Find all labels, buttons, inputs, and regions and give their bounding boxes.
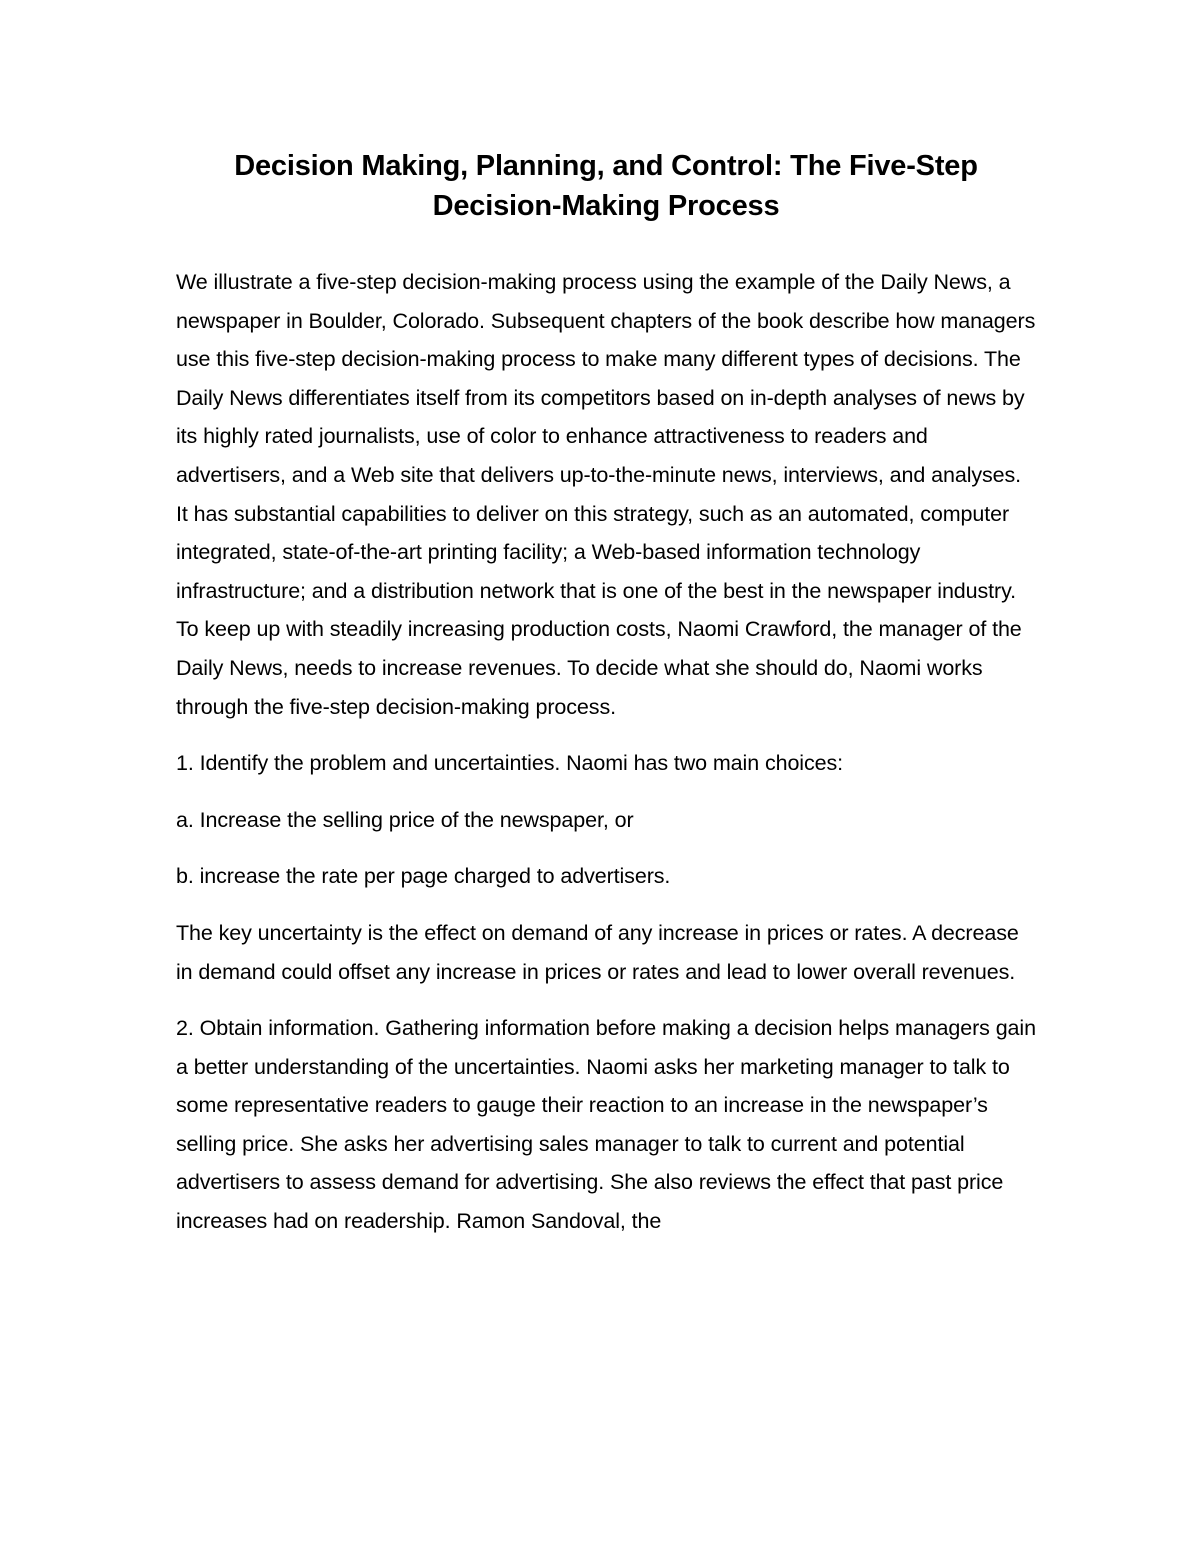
intro-paragraph: We illustrate a five-step decision-making process using the example of the Daily News, a newspaper in Boulder, Colorado. Subsequent chapters of the book describe how managers use this five-step decision-making process to make many different types of decisions. The Daily News differentiates itself from its competitors based on in-depth analyses of news by its highly rated journalists, use of color to enhance attractiveness to readers and advertisers, and a Web site that delivers up-to-the-minute news, interviews, and analyses. It has substantial capabilities to deliver on this strategy, such as an automated, computer integrated, state-of-the-art printing facility; a Web-based information technology infrastructure; and a distribution network that is one of the best in the newspaper industry. To keep up with steadily increasing production costs, Naomi Crawford, the manager of the Daily News, needs to increase revenues. To decide what she should do, Naomi works through the five-step decision-making process. <box>176 270 1036 719</box>
key-uncertainty-paragraph: The key uncertainty is the effect on demand of any increase in prices or rates. A decrease in demand could offset any increase in prices or rates and lead to lower overall revenues. <box>176 920 1019 984</box>
title-line-2: Decision-Making Process <box>432 190 780 222</box>
option-b-paragraph: b. increase the rate per page charged to advertisers. <box>176 864 671 889</box>
option-a-paragraph: a. Increase the selling price of the newspaper, or <box>176 807 634 832</box>
document-body <box>176 146 1036 1241</box>
step-2-paragraph: 2. Obtain information. Gathering information before making a decision helps managers gain a better understanding of the uncertainties. Naomi asks her marketing manager to talk to some representative readers to gauge their reaction to an increase in the newspaper’s selling price. She asks her advertising sales manager to talk to current and potential advertisers to assess demand for advertising. She also reviews the effect that past price increases had on readership. Ramon Sandoval, the <box>176 1016 1036 1234</box>
step-1-paragraph: 1. Identify the problem and uncertainties. Naomi has two main choices: <box>176 751 844 776</box>
title-line-1: Decision Making, Planning, and Control: The Five-Step <box>234 150 978 182</box>
document-title <box>176 146 1036 226</box>
